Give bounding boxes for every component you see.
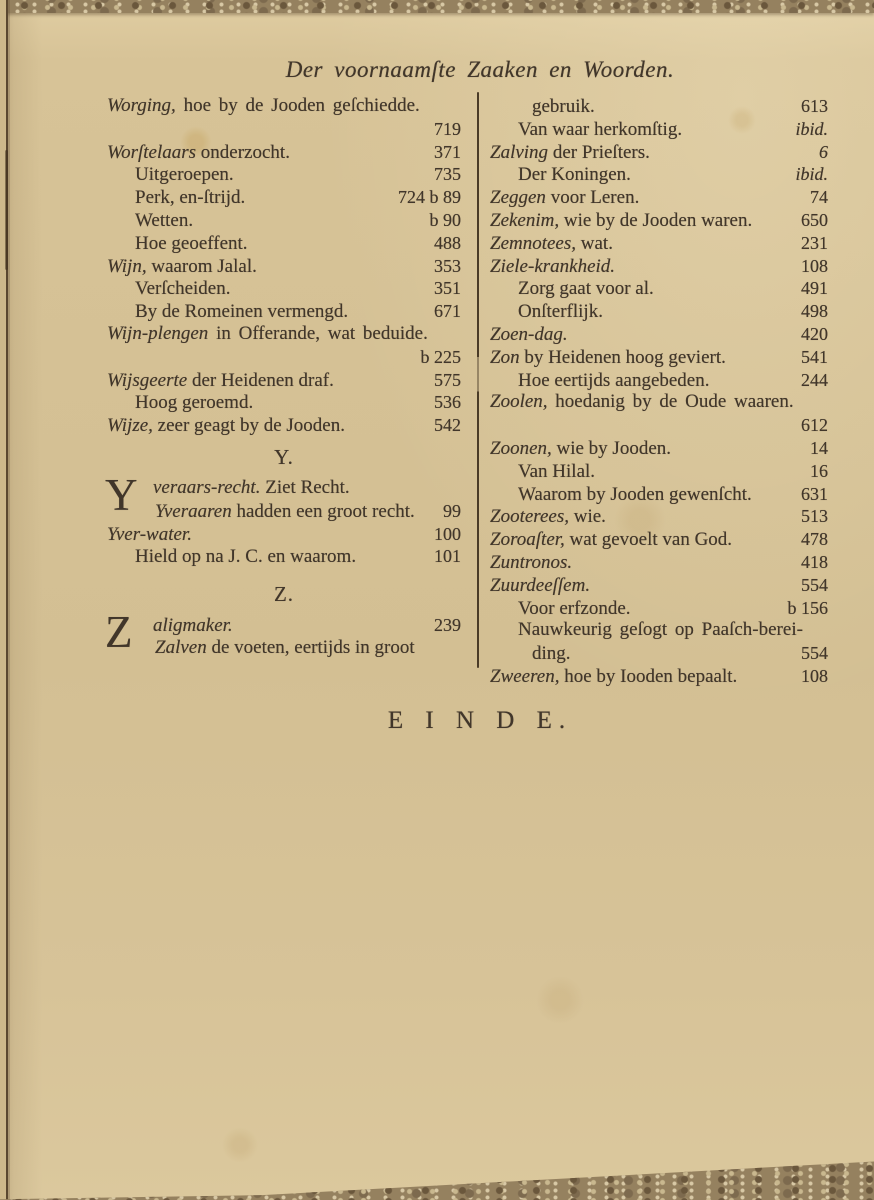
index-line — [107, 186, 461, 209]
entry-text: Worſtelaars onderzocht. — [107, 141, 290, 163]
index-line — [490, 141, 828, 164]
marbled-edge-top — [6, 0, 874, 13]
index-line — [490, 323, 828, 346]
index-line — [107, 209, 461, 232]
marbled-edge-bottom — [0, 1130, 874, 1200]
index-line — [107, 300, 461, 323]
index-line — [107, 637, 461, 660]
index-column-left — [107, 95, 461, 660]
entry-page-number: 513 — [801, 506, 828, 527]
entry-page-number: 74 — [810, 187, 828, 208]
entry-headword: Zuntronos. — [490, 551, 573, 573]
entry-text: Hield op na J. C. en waarom. — [135, 546, 357, 568]
entry-text: Worging, hoe by de Jooden geſchiedde. — [107, 95, 420, 116]
entry-page-number: 100 — [434, 523, 461, 544]
entry-headword: Wijze, — [107, 415, 153, 437]
entry-page-number: 353 — [434, 255, 461, 276]
entry-text: Onſterflijk. — [518, 301, 603, 323]
index-line — [490, 186, 828, 209]
entry-text — [490, 552, 795, 575]
entry-headword: Ziele-krankheid. — [490, 255, 616, 277]
entry-text: ding. — [532, 643, 571, 665]
entry-text: Zon by Heidenen hoog geviert. — [490, 346, 726, 368]
index-line — [490, 574, 828, 597]
entry-page-number: 612 — [801, 415, 828, 436]
entry-page-number: 541 — [801, 346, 828, 367]
index-line — [490, 642, 828, 665]
entry-page-number: 671 — [434, 301, 461, 322]
entry-headword: aligmaker. — [153, 615, 233, 637]
index-line — [490, 277, 828, 300]
index-line — [490, 619, 828, 642]
entry-headword: Zooterees, — [490, 506, 569, 528]
entry-page-number: 542 — [434, 415, 461, 436]
index-line — [107, 232, 461, 255]
entry-page-number: 631 — [801, 483, 828, 504]
entry-text: By de Romeinen vermengd. — [135, 301, 349, 323]
entry-text: Waarom by Jooden gewenſcht. — [518, 483, 752, 505]
index-line — [107, 255, 461, 278]
index-line — [490, 391, 828, 414]
index-line — [490, 118, 828, 141]
index-line — [490, 505, 828, 528]
entry-text: Zoolen, hoedanig by de Oude waaren. — [490, 391, 794, 413]
entry-page-number: b 90 — [429, 209, 461, 230]
entry-page-number: 536 — [434, 392, 461, 413]
entry-text: Wetten. — [135, 209, 194, 231]
entry-text — [107, 524, 428, 547]
index-line — [107, 391, 461, 414]
entry-headword: Zon — [490, 346, 520, 368]
entry-headword: Worging, — [107, 95, 176, 116]
entry-text: Zalving der Prieſters. — [490, 141, 650, 163]
index-line — [107, 323, 461, 346]
entry-headword: Zoonen, — [490, 437, 552, 459]
entry-page-number: 101 — [434, 546, 461, 567]
entry-page-number: 351 — [434, 278, 461, 299]
index-line — [107, 414, 461, 437]
entry-headword: Yver-water. — [107, 523, 192, 545]
running-title: Der voornaamſte Zaaken en Woorden. — [285, 57, 675, 82]
entry-text: Zekenim, wie by de Jooden waren. — [490, 209, 753, 231]
entry-text: Hoog geroemd. — [135, 392, 254, 414]
page-edge-left — [0, 0, 10, 1200]
entry-text: Zoroaſter, wat gevoelt van God. — [490, 529, 733, 551]
entry-text — [153, 615, 428, 638]
entry-headword: Zalven — [155, 636, 207, 658]
entry-page-number: 724 b 89 — [398, 187, 461, 208]
entry-page-number: 231 — [801, 232, 828, 253]
index-line — [490, 597, 828, 620]
entry-text: Der Koningen. — [518, 164, 631, 186]
index-line — [107, 141, 461, 164]
entry-text: Hoe eertijds aangebeden. — [518, 369, 710, 391]
index-line — [107, 277, 461, 300]
entry-page-number: 735 — [434, 164, 461, 185]
entry-page-number: 16 — [810, 460, 828, 481]
entry-page-number: 99 — [443, 500, 461, 521]
entry-text: Wijn, waarom Jalal. — [107, 255, 257, 277]
index-line — [490, 232, 828, 255]
entry-page-number: 650 — [801, 209, 828, 230]
entry-page-number: 613 — [801, 96, 828, 116]
entry-headword: Zoroaſter, — [490, 529, 565, 551]
entry-text: Yveraaren hadden een groot recht. — [155, 500, 415, 522]
drop-cap: Z — [105, 607, 133, 658]
entry-headword: Zemnotees, — [490, 232, 577, 254]
entry-text: Van waar herkomſtig. — [518, 118, 683, 140]
section-letter: Y. — [274, 444, 294, 469]
entry-page-number: 575 — [434, 369, 461, 390]
entry-text: veraars-recht. Ziet Recht. — [153, 476, 350, 498]
entry-text: Uitgeroepen. — [135, 164, 234, 186]
entry-text: Voor erfzonde. — [518, 597, 631, 619]
entry-page-number: 719 — [434, 118, 461, 139]
entry-text: Perk, en-ſtrijd. — [135, 187, 246, 209]
index-line — [107, 95, 461, 118]
entry-page-number: 244 — [801, 369, 828, 390]
entry-text: Nauwkeurig geſogt op Paaſch-berei- — [518, 619, 803, 641]
entry-page-number: 108 — [801, 255, 828, 276]
index-column-right — [490, 95, 828, 688]
index-line — [490, 163, 828, 186]
index-line — [490, 300, 828, 323]
index-line — [490, 346, 828, 369]
entry-text — [490, 575, 795, 598]
entry-headword: Yveraaren — [155, 500, 232, 522]
entry-page-number: 488 — [434, 232, 461, 253]
entry-text — [490, 324, 795, 347]
entry-text: Zweeren, hoe by Iooden bepaalt. — [490, 665, 738, 687]
entry-page-number: 239 — [434, 615, 461, 636]
drop-cap: Y — [105, 469, 138, 520]
entry-headword: Zoolen, — [490, 391, 548, 413]
entry-text: Zemnotees, wat. — [490, 232, 613, 254]
finis-text: E I N D E. — [387, 707, 573, 734]
entry-headword: veraars-recht. — [153, 476, 261, 498]
index-line — [107, 500, 461, 523]
index-line — [490, 460, 828, 483]
entry-page-number: 498 — [801, 301, 828, 322]
entry-page-number: 478 — [801, 529, 828, 550]
entry-page-number: 6 — [819, 141, 828, 162]
entry-text — [490, 256, 795, 279]
entry-headword: Wijn-plengen — [107, 322, 209, 344]
entry-page-number: 418 — [801, 551, 828, 572]
entry-text: Wijze, zeer geagt by de Jooden. — [107, 415, 345, 437]
entry-page-number: 371 — [434, 141, 461, 162]
entry-page-number: 14 — [810, 437, 828, 458]
index-line — [490, 551, 828, 574]
index-line — [107, 163, 461, 186]
index-line — [107, 346, 461, 369]
entry-page-number: ibid. — [795, 118, 828, 139]
entry-headword: Zoen-dag. — [490, 323, 568, 345]
entry-headword: Zekenim, — [490, 209, 560, 231]
entry-headword: Zeggen — [490, 187, 546, 209]
index-line — [490, 483, 828, 506]
index-line — [490, 414, 828, 437]
index-line — [490, 437, 828, 460]
entry-page-number: 108 — [801, 665, 828, 686]
entry-text: Wijn-plengen in Offerande, wat beduide. — [107, 322, 428, 344]
entry-headword: Zweeren, — [490, 665, 560, 687]
index-line — [490, 665, 828, 688]
index-line — [107, 523, 461, 546]
entry-text: Zooterees, wie. — [490, 506, 606, 528]
entry-page-number: b 156 — [787, 597, 828, 618]
entry-page-number: 554 — [801, 574, 828, 595]
entry-text: Zeggen voor Leren. — [490, 187, 640, 209]
entry-headword: Zuurdeeſſem. — [490, 574, 591, 596]
index-line — [490, 209, 828, 232]
entry-text: Zorg gaat voor al. — [518, 278, 654, 300]
entry-page-number: 554 — [801, 643, 828, 664]
entry-page-number: 420 — [801, 323, 828, 344]
index-line — [490, 528, 828, 551]
entry-text: Zoonen, wie by Jooden. — [490, 437, 672, 459]
entry-headword: Wijsgeerte — [107, 369, 188, 391]
entry-headword: Worſtelaars — [107, 141, 197, 163]
entry-page-number: 491 — [801, 278, 828, 299]
entry-text: Wijsgeerte der Heidenen draf. — [107, 369, 334, 391]
index-line — [490, 369, 828, 392]
entry-page-number: ibid. — [795, 164, 828, 185]
index-line — [107, 369, 461, 392]
index-line — [490, 95, 828, 118]
entry-text: gebruik. — [532, 96, 595, 117]
entry-headword: Zalving — [490, 141, 549, 163]
entry-text: Zalven de voeten, eertijds in groot — [155, 636, 415, 658]
entry-page-number: b 225 — [420, 346, 461, 367]
entry-text: Van Hilal. — [518, 460, 596, 482]
index-line — [107, 118, 461, 141]
index-line — [107, 545, 461, 568]
entry-headword: Wijn, — [107, 255, 147, 277]
index-line — [490, 255, 828, 278]
section-letter: Z. — [273, 582, 295, 607]
entry-text: Hoe geoeffent. — [135, 232, 248, 254]
column-divider-rule — [477, 92, 479, 668]
entry-text: Verſcheiden. — [135, 278, 231, 300]
